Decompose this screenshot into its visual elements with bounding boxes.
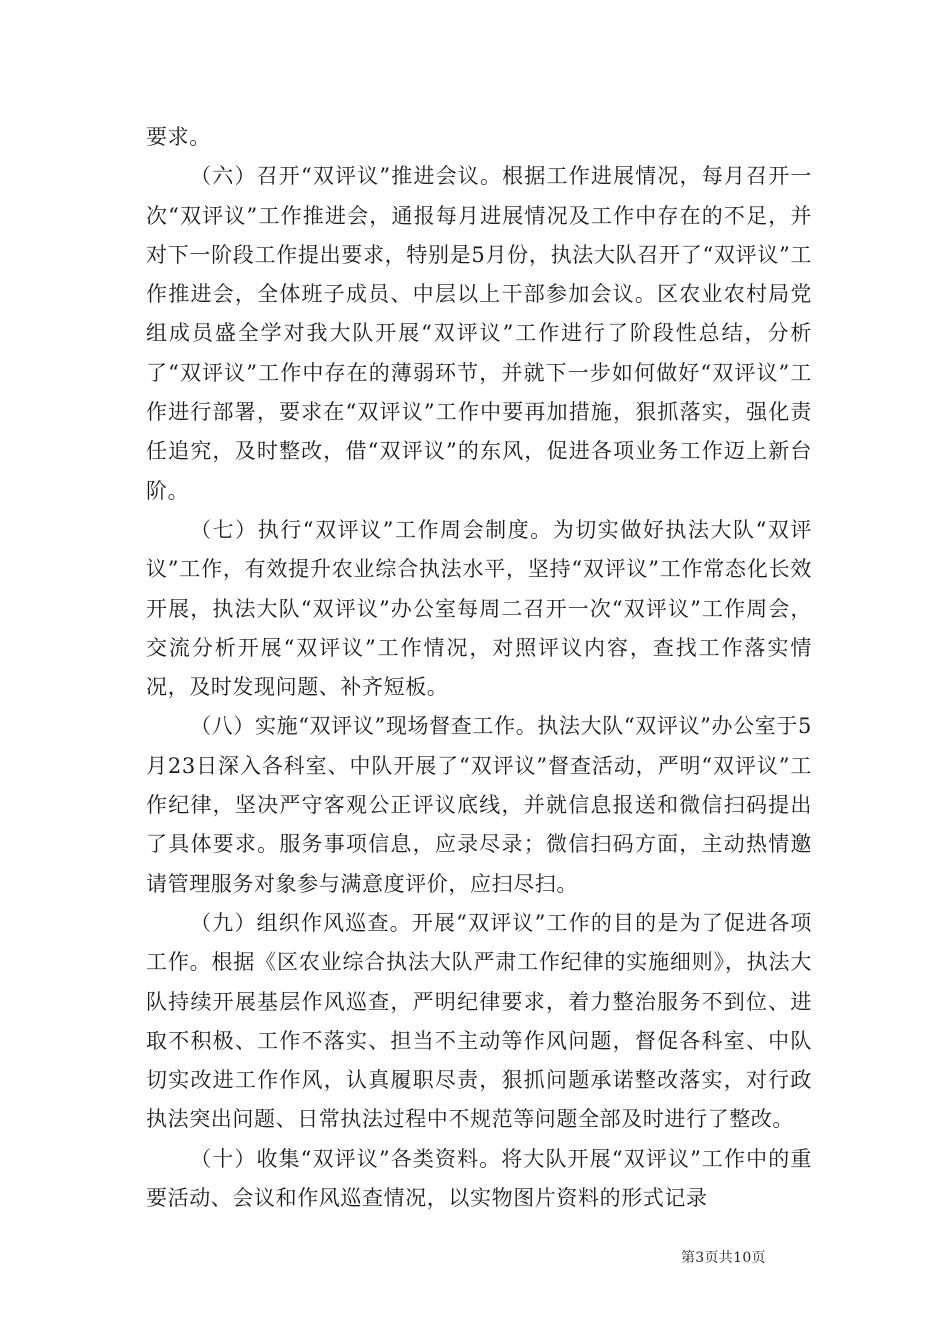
paragraph-section-9: （九）组织作风巡查。开展“双评议”工作的目的是为了促进各项工作。根据《区农业综合执法大队严肃工作纪律的实施细则》，执法大队持续开展基层作风巡查，严明纪律要求，着力整治服务不到位、进取不积极、工作不落实、担当不主动等作风问题，督促各科室、中队切实改进工作作风，认真履职尽责，狠抓问题承诺整改落实，对行政执法突出问题、日常执法过程中不规范等问题全部及时进行了整改。 — [146, 910, 812, 1132]
paragraph-section-6: （六）召开“双评议”推进会议。根据工作进展情况，每月召开一次“双评议”工作推进会，通报每月进展情况及工作中存在的不足，并对下一阶段工作提出要求，特别是5月份，执法大队召开了“双评议”工作推进会，全体班子成员、中层以上干部参加会议。区农业农村局党组成员盛全学对我大队开展“双评议”工作进行了阶段性总结，分析了“双评议”工作中存在的薄弱环节，并就下一步如何做好“双评议”工作进行部署，要求在“双评议”工作中要再加措施，狠抓落实，强化责任追究，及时整改，借“双评议”的东风，促进各项业务工作迈上新台阶。 — [146, 164, 812, 503]
paragraph-section-7: （七）执行“双评议”工作周会制度。为切实做好执法大队“双评议”工作，有效提升农业综合执法水平，坚持“双评议”工作常态化长效开展，执法大队“双评议”办公室每周二召开一次“双评议”工作周会，交流分析开展“双评议”工作情况，对照评议内容，查找工作落实情况，及时发现问题、补齐短板。 — [146, 517, 812, 700]
page-number: 第3页共10页 — [681, 1250, 766, 1266]
paragraph-section-10: （十）收集“双评议”各类资料。将大队开展“双评议”工作中的重要活动、会议和作风巡查情况，以实物图片资料的形式记录 — [146, 1146, 812, 1211]
paragraph-section-8: （八）实施“双评议”现场督查工作。执法大队“双评议”办公室于5月23日深入各科室、中队开展了“双评议”督查活动，严明“双评议”工作纪律，坚决严守客观公正评议底线，并就信息报送和微信扫码提出了具体要求。服务事项信息，应录尽录；微信扫码方面，主动热情邀请管理服务对象参与满意度评价，应扫尽扫。 — [146, 714, 812, 896]
paragraph-continuation: 要求。 — [146, 125, 211, 149]
document-body — [146, 118, 812, 1218]
